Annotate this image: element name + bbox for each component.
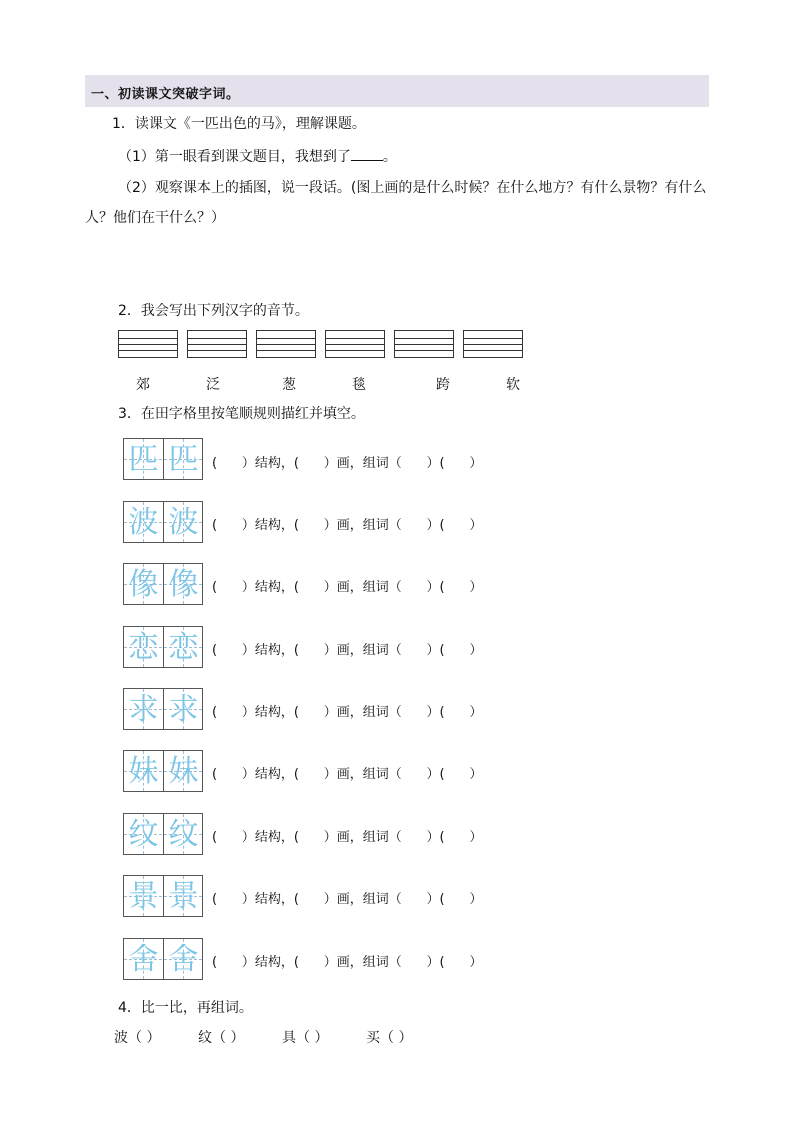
tianzige-box — [123, 875, 203, 917]
pinyin-char: 郊 — [136, 377, 150, 393]
trace-char[interactable]: 纹 — [168, 817, 199, 852]
pinyin-box[interactable] — [394, 330, 454, 358]
tianzige-box — [123, 750, 203, 792]
trace-char[interactable]: 像 — [168, 567, 199, 602]
q2-title: 2．我会写出下列汉字的音节。 — [118, 303, 309, 319]
fill-blanks[interactable]: ( ）结构，( ）画，组词（ ）( ） — [212, 456, 483, 471]
q4-item[interactable]: 纹（ ） — [198, 1030, 245, 1046]
q1-part2-line2: 人？他们在干什么？） — [85, 210, 225, 226]
q1-part1 — [118, 146, 397, 167]
trace-char: 求 — [128, 692, 159, 727]
trace-char: 匹 — [128, 442, 159, 477]
trace-char[interactable]: 妹 — [168, 754, 199, 789]
q4-title: 4．比一比，再组词。 — [118, 1000, 253, 1016]
trace-char[interactable]: 恋 — [168, 630, 199, 665]
pinyin-char: 跨 — [436, 377, 450, 393]
q4-item[interactable]: 具（ ） — [282, 1030, 329, 1046]
section-title: 一、初读课文突破字词。 — [91, 87, 240, 102]
fill-blanks[interactable]: ( ）结构，( ）画，组词（ ）( ） — [212, 955, 483, 970]
answer-blank[interactable] — [351, 146, 383, 161]
trace-char: 纹 — [128, 817, 159, 852]
pinyin-box[interactable] — [187, 330, 247, 358]
q3-title: 3．在田字格里按笔顺规则描红并填空。 — [118, 406, 365, 422]
fill-blanks[interactable]: ( ）结构，( ）画，组词（ ）( ） — [212, 580, 483, 595]
tianzige-box — [123, 813, 203, 855]
trace-char: 舍 — [128, 942, 159, 977]
trace-char: 波 — [128, 505, 159, 540]
fill-blanks[interactable]: ( ）结构，( ）画，组词（ ）( ） — [212, 518, 483, 533]
q1-part1-end: 。 — [382, 149, 397, 165]
fill-blanks[interactable]: ( ）结构，( ）画，组词（ ）( ） — [212, 705, 483, 720]
tianzige-box — [123, 626, 203, 668]
trace-char: 恋 — [128, 630, 159, 665]
trace-char: 景 — [128, 879, 159, 914]
tianzige-box — [123, 563, 203, 605]
q4-item[interactable]: 买（ ） — [366, 1030, 413, 1046]
q1-title: 1．读课文《一匹出色的马》，理解课题。 — [112, 116, 366, 132]
pinyin-char: 软 — [506, 377, 520, 393]
fill-blanks[interactable]: ( ）结构，( ）画，组词（ ）( ） — [212, 892, 483, 907]
pinyin-char: 葱 — [282, 377, 296, 393]
trace-char[interactable]: 波 — [168, 505, 199, 540]
pinyin-box[interactable] — [463, 330, 523, 358]
trace-char: 妹 — [128, 754, 159, 789]
tianzige-box — [123, 501, 203, 543]
tianzige-box — [123, 438, 203, 480]
section-header — [85, 75, 709, 107]
fill-blanks[interactable]: ( ）结构，( ）画，组词（ ）( ） — [212, 643, 483, 658]
trace-char[interactable]: 求 — [168, 692, 199, 727]
q1-part2-line1: （2）观察课本上的插图，说一段话。(图上画的是什么时候？在什么地方？有什么景物？有什么 — [118, 180, 707, 196]
trace-char[interactable]: 匹 — [168, 442, 199, 477]
q4-item[interactable]: 波（ ） — [114, 1030, 161, 1046]
pinyin-box[interactable] — [118, 330, 178, 358]
trace-char[interactable]: 舍 — [168, 942, 199, 977]
pinyin-box[interactable] — [325, 330, 385, 358]
fill-blanks[interactable]: ( ）结构，( ）画，组词（ ）( ） — [212, 830, 483, 845]
pinyin-char: 毯 — [352, 377, 366, 393]
tianzige-box — [123, 938, 203, 980]
q1-part1-text: （1）第一眼看到课文题目，我想到了 — [118, 149, 351, 165]
fill-blanks[interactable]: ( ）结构，( ）画，组词（ ）( ） — [212, 767, 483, 782]
trace-char[interactable]: 景 — [168, 879, 199, 914]
trace-char: 像 — [128, 567, 159, 602]
tianzige-box — [123, 688, 203, 730]
pinyin-char: 泛 — [206, 377, 220, 393]
pinyin-box[interactable] — [256, 330, 316, 358]
